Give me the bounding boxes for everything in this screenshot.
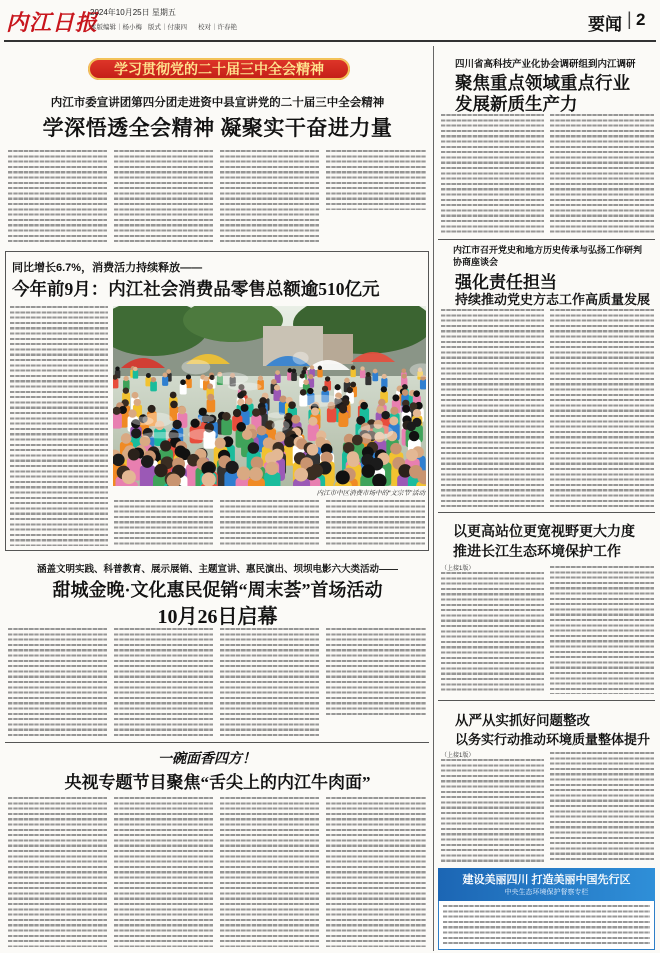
- feature-column-title: 建设美丽四川 打造美丽中国先行区: [462, 874, 631, 886]
- right1-headline-line2: 发展新质生产力: [455, 94, 578, 114]
- right4-body-column: [550, 752, 654, 863]
- article-divider: [438, 512, 655, 513]
- section-name: 要闻: [588, 15, 622, 34]
- festival-photo-svg: [113, 306, 426, 486]
- article1-body-column: [8, 150, 107, 242]
- right1-headline-line1: 聚焦重点领域重点行业: [455, 73, 630, 93]
- article4-body-column: [326, 797, 426, 947]
- article1-kicker: 内江市委宣讲团第四分团走进资中县宣讲党的二十届三中全会精神: [50, 97, 385, 109]
- article3-body-column: [8, 628, 107, 738]
- column-divider: [433, 46, 434, 951]
- article4-body-column: [114, 797, 213, 947]
- article4-headline: 央视专题节目聚焦“舌尖上的内江牛肉面”: [64, 773, 371, 792]
- right3-body-column: [441, 572, 544, 694]
- article4-body-column: [8, 797, 107, 947]
- right2-kicker-line2: 协商座谈会: [453, 257, 499, 267]
- right2-body-column: [441, 309, 544, 507]
- article3-headline-line2: 10月26日启幕: [157, 606, 278, 628]
- right4-body-column: [441, 759, 544, 863]
- right2-headline-line1: 强化责任担当: [455, 273, 557, 292]
- article2-headline: 今年前9月：内江社会消费品零售总额逾510亿元: [12, 279, 380, 299]
- article2-kicker: 同比增长6.7%，消费活力持续释放——: [12, 262, 203, 274]
- article2-body-column: [220, 500, 319, 546]
- page-number: 2: [636, 10, 646, 29]
- right3-headline-line1: 以更高站位更宽视野更大力度: [453, 525, 635, 540]
- article-divider: [438, 239, 655, 240]
- proof-credit: 校对｜许春艳: [198, 24, 237, 31]
- right3-continued-note: （上接1版）: [441, 566, 475, 572]
- article3-kicker: 涵盖文明实践、科普教育、展示展销、主题宣讲、惠民演出、坝坝电影六大类活动——: [36, 564, 398, 575]
- right2-headline-line2: 持续推动党史方志工作高质量发展: [455, 292, 651, 307]
- article3-body-column: [220, 628, 319, 738]
- article-divider: [5, 742, 429, 743]
- article2-body-column: [114, 500, 213, 546]
- article-divider: [438, 700, 655, 701]
- article2-body-column: [326, 500, 425, 546]
- right2-body-column: [550, 309, 654, 507]
- theme-banner: 学习贯彻党的二十届三中全会精神: [88, 58, 350, 80]
- article2-body-column: [10, 306, 108, 546]
- right1-body-column: [441, 114, 544, 236]
- article3-headline-line1: 甜城金晚·文化惠民促销“周末荟”首场活动: [52, 580, 383, 600]
- article1-body-column: [326, 150, 426, 210]
- article3-body-column: [326, 628, 426, 718]
- article1-headline: 学深悟透全会精神 凝聚实干奋进力量: [42, 116, 393, 140]
- layout-credit: 版式｜付康四: [148, 24, 187, 31]
- masthead-rule: [4, 40, 656, 42]
- right1-body-column: [550, 114, 654, 236]
- article4-body-column: [220, 797, 319, 947]
- newspaper-logo: 内江日报: [6, 10, 99, 35]
- editor-credit: 本版编辑｜杨小梅: [90, 24, 142, 31]
- article1-body-column: [220, 150, 319, 242]
- feature-column-body: [443, 905, 650, 947]
- section-separator: |: [627, 9, 632, 29]
- right3-body-column: [550, 566, 654, 694]
- right3-headline-line2: 推进长江生态环境保护工作: [453, 545, 621, 560]
- right4-headline-line1: 从严从实抓好问题整改: [455, 713, 590, 728]
- festival-photo: [113, 306, 426, 486]
- right2-kicker-line1: 内江市召开党史和地方历史传承与弘扬工作研判: [453, 245, 643, 255]
- article4-kicker: 一碗面香四方！: [158, 752, 256, 767]
- feature-column-subtitle: 中央生态环境保护督察专栏: [504, 889, 589, 896]
- right4-headline-line2: 以务实行动推动环境质量整体提升: [455, 732, 651, 747]
- right1-kicker: 四川省高科技产业化协会调研组到内江调研: [455, 59, 636, 70]
- photo-caption: 内江市中区消费市场中的“文宗节”活动: [316, 490, 425, 497]
- right4-continued-note: （上接1版）: [441, 753, 475, 759]
- issue-date: 2024年10月25日 星期五: [90, 8, 176, 17]
- article1-body-column: [114, 150, 213, 242]
- article3-body-column: [114, 628, 213, 738]
